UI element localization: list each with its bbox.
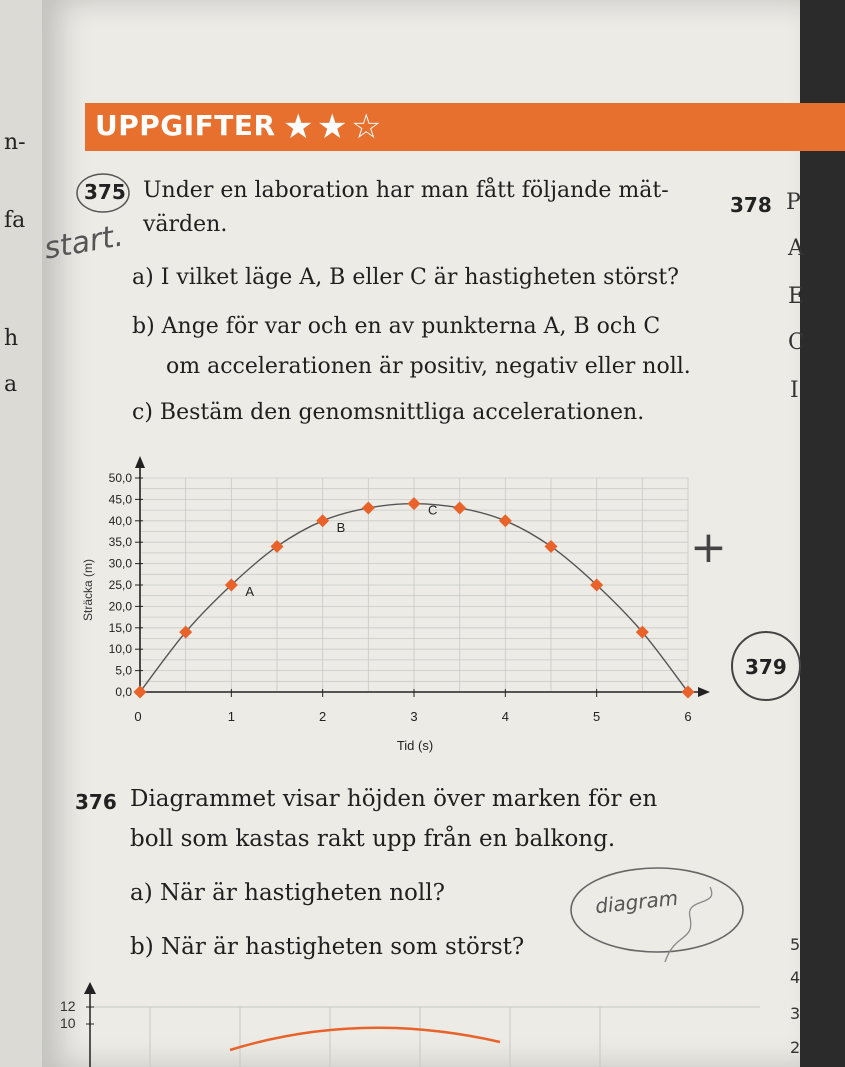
question-b-cont: om accelerationen är positiv, negativ eller noll. bbox=[166, 354, 691, 379]
handwritten-note: start. bbox=[41, 218, 126, 267]
x-axis-arrow bbox=[698, 687, 710, 697]
chart-axes bbox=[109, 456, 710, 724]
y-tick-label: 0,0 bbox=[115, 685, 132, 699]
right-fragment: P bbox=[786, 190, 801, 215]
x-tick-label: 0 bbox=[134, 709, 142, 724]
point-label: A bbox=[245, 584, 255, 599]
y-axis-label: Sträcka (m) bbox=[81, 558, 95, 622]
task-number: 375 bbox=[84, 180, 126, 204]
hand-drawn-oval bbox=[565, 862, 750, 972]
data-point bbox=[134, 686, 147, 699]
x-tick-label: 4 bbox=[501, 709, 509, 724]
x-tick-label: 6 bbox=[684, 709, 692, 724]
right-fragment: I bbox=[790, 378, 799, 403]
y-tick-label: 25,0 bbox=[108, 578, 132, 592]
task-number: 376 bbox=[75, 790, 117, 814]
task-intro: boll som kastas rakt upp från en balkong. bbox=[130, 826, 616, 852]
left-fragment: h bbox=[4, 326, 19, 351]
task-intro: Under en laboration har man fått följande mät- bbox=[143, 178, 669, 203]
data-point bbox=[453, 501, 466, 514]
data-point bbox=[362, 501, 375, 514]
task-intro: värden. bbox=[143, 212, 228, 237]
right-fragment: E bbox=[788, 284, 805, 309]
y-tick-label: 12 bbox=[60, 998, 76, 1014]
y-tick-label: 35,0 bbox=[108, 535, 132, 550]
task-intro: Diagrammet visar höjden över marken för en bbox=[130, 786, 658, 812]
point-label: B bbox=[336, 519, 346, 535]
y-tick-label: 50,0 bbox=[108, 471, 132, 485]
data-point bbox=[316, 514, 329, 527]
y-tick-label: 40,0 bbox=[108, 513, 132, 528]
right-fragment: A bbox=[788, 236, 804, 261]
task-number: 378 bbox=[730, 193, 772, 217]
x-tick-label: 3 bbox=[410, 709, 418, 724]
y-tick-label: 5,0 bbox=[115, 663, 132, 678]
right-fragment: C bbox=[788, 330, 805, 355]
question-a: a) I vilket läge A, B eller C är hastigheten störst? bbox=[132, 265, 679, 290]
height-chart-fragment bbox=[0, 980, 800, 1067]
star-filled-icon: ★ bbox=[283, 107, 314, 147]
right-fragment: 2 bbox=[790, 1038, 801, 1057]
y-tick-label: 45,0 bbox=[108, 492, 132, 507]
x-tick-label: 1 bbox=[227, 709, 235, 724]
star-filled-icon: ★ bbox=[317, 107, 348, 147]
y-tick-label: 30,0 bbox=[108, 556, 132, 571]
left-fragment: a bbox=[4, 372, 18, 397]
right-fragment: 3 bbox=[790, 1004, 801, 1023]
question-b: b) Ange för var och en av punkterna A, B och C bbox=[132, 314, 661, 339]
task-number: 379 bbox=[745, 655, 787, 679]
left-fragment: n- bbox=[4, 130, 26, 155]
height-curve bbox=[230, 1028, 500, 1050]
x-tick-label: 2 bbox=[319, 709, 327, 724]
left-fragment: fa bbox=[4, 208, 26, 233]
section-title: UPPGIFTER bbox=[95, 109, 276, 142]
x-axis-label: Tid (s) bbox=[396, 738, 434, 753]
handwritten-note: diagram bbox=[593, 885, 680, 919]
question-a: a) När är hastigheten noll? bbox=[130, 880, 445, 906]
x-tick-label: 5 bbox=[593, 709, 601, 724]
y-tick-label: 20,0 bbox=[108, 599, 132, 614]
y-tick-label: 10,0 bbox=[108, 642, 132, 657]
data-point bbox=[499, 514, 512, 527]
right-fragment: 4 bbox=[790, 968, 801, 987]
data-point bbox=[682, 686, 695, 699]
point-label: C bbox=[428, 502, 438, 518]
star-outline-icon: ☆ bbox=[351, 107, 382, 147]
y-tick-label: 10 bbox=[60, 1015, 76, 1031]
right-fragment: 5 bbox=[790, 935, 801, 954]
question-b: b) När är hastigheten som störst? bbox=[130, 934, 525, 960]
y-axis-arrow bbox=[84, 982, 96, 994]
question-c: c) Bestäm den genomsnittliga accelerationen. bbox=[132, 400, 645, 425]
handwritten-plus: + bbox=[690, 522, 727, 573]
y-axis-arrow bbox=[135, 456, 145, 468]
y-tick-label: 15,0 bbox=[108, 620, 132, 635]
